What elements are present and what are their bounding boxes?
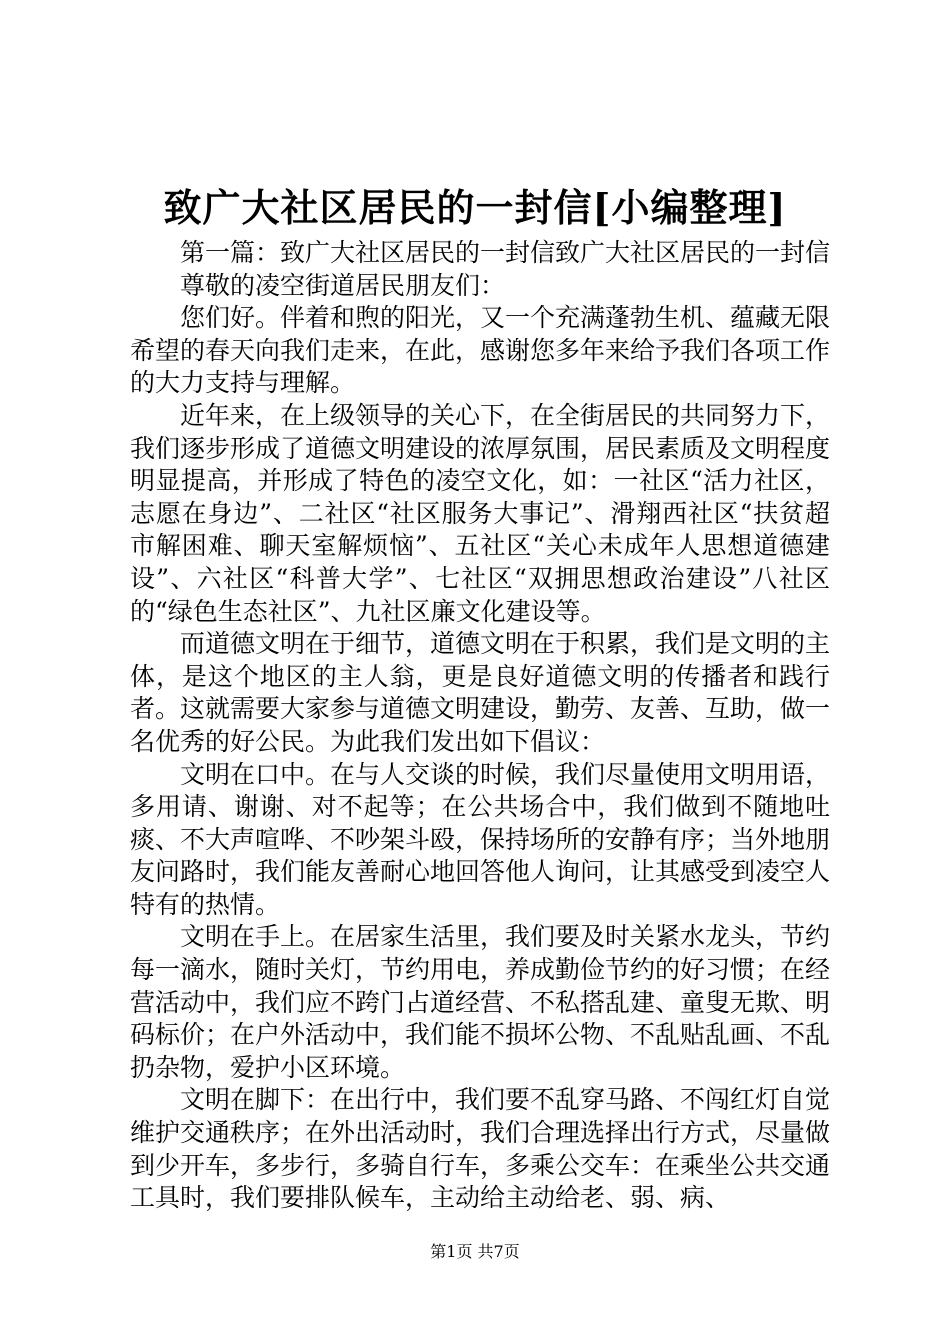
page-number-footer: 第1页 共7页 <box>430 1242 520 1261</box>
paragraph-recent-years: 近年来，在上级领导的关心下，在全街居民的共同努力下，我们逐步形成了道德文明建设的浓厚氛围，居民素质及文明程度明显提高，并形成了特色的凌空文化，如：一社区“活力社区，志愿在身边”、二社区“社区服务大事记”、滑翔西社区“扶贫超市解困难、聊天室解烦恼”、五社区“关心未成年人思想道德建设”、六社区“科普大学”、七社区“双拥思想政治建设”八社区的“绿色生态社区”、九社区廉文化建设等。 <box>130 400 831 626</box>
paragraph-salutation: 尊敬的凌空街道居民朋友们： <box>180 270 506 300</box>
document-title: 致广大社区居民的一封信[小编整理] <box>163 185 787 230</box>
paragraph-moral-civilization: 而道德文明在于细节，道德文明在于积累，我们是文明的主体，是这个地区的主人翁，更是良好道德文明的传播者和践行者。这就需要大家参与道德文明建设，勤劳、友善、互助，做一名优秀的好公民。为此我们发出如下倡议： <box>130 629 831 756</box>
paragraph-greeting: 您们好。伴着和煦的阳光，又一个充满蓬勃生机、蕴藏无限希望的春天向我们走来，在此，感谢您多年来给予我们各项工作的大力支持与理解。 <box>130 303 831 398</box>
paragraph-civility-in-speech: 文明在口中。在与人交谈的时候，我们尽量使用文明用语，多用请、谢谢、对不起等；在公共场合中，我们做到不随地吐痰、不大声喧哗、不吵架斗殴，保持场所的安静有序；当外地朋友问路时，我们能友善耐心地回答他人询问，让其感受到凌空人特有的热情。 <box>130 759 831 919</box>
paragraph-civility-in-steps: 文明在脚下：在出行中，我们要不乱穿马路、不闯红灯自觉维护交通秩序；在外出活动时，我们合理选择出行方式，尽量做到少开车，多步行，多骑自行车，多乘公交车：在乘坐公共交通工具时，我们要排队候车，主动给主动给老、弱、病、 <box>130 1085 831 1213</box>
document-body <box>130 237 830 1215</box>
paragraph-civility-in-hands: 文明在手上。在居家生活里，我们要及时关紧水龙头，节约每一滴水，随时关灯，节约用电，养成勤俭节约的好习惯；在经营活动中，我们应不跨门占道经营、不私搭乱建、童叟无欺、明码标价；在户外活动中，我们能不损坏公物、不乱贴乱画、不乱扔杂物，爱护小区环境。 <box>130 922 831 1082</box>
paragraph-section-heading: 第一篇：致广大社区居民的一封信致广大社区居民的一封信 <box>180 238 831 267</box>
